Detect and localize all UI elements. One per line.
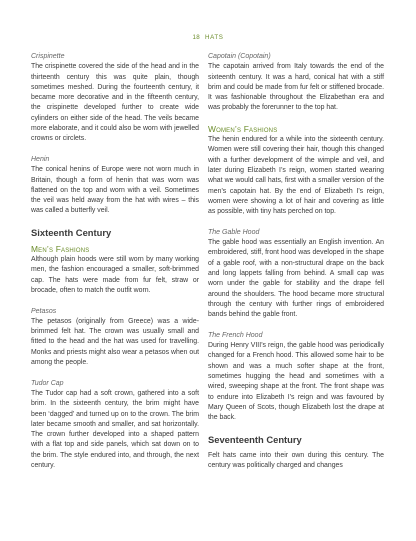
henin-title: Henin — [31, 155, 50, 163]
mens-fashions-heading: Men’s Fashions — [31, 244, 90, 255]
womens-fashions-heading: Women’s Fashions — [208, 124, 278, 135]
capotain-text: The capotain arrived from Italy towards the end of the sixteenth century. It was a hard, conical hat with a stiff brim and could be made from fur felt or stiffened brocade. It was fashionable throughout the Elizabethan era and was probably the forerunner to the top hat. — [208, 63, 384, 112]
running-title: HATS — [205, 34, 224, 41]
seventeenth-century-heading: Seventeenth Century — [208, 433, 302, 445]
right-column — [208, 52, 384, 471]
running-header — [0, 34, 416, 41]
french-hood-title: The French Hood — [208, 331, 263, 339]
capotain-title: Capotain (Copotain) — [208, 53, 271, 60]
sixteenth-century-heading: Sixteenth Century — [31, 227, 112, 239]
crispinette-title: Crispinette — [31, 53, 65, 60]
gable-hood-title: The Gable Hood — [208, 228, 260, 236]
petasos-title: Petasos — [31, 307, 57, 315]
womens-fashions-text: The henin endured for a while into the sixteenth century. Women were still covering their hair, though this changed with a further development of the wimple and veil, and later during Elizabeth I’s reign, women started wearing what we would call hats, first with a smaller version of the men’s capotain hat. By the end of Elizabeth I’s reign, women were showing a lot of hair and covering as little as possible, with tiny hats perched on top. — [208, 136, 384, 216]
mens-fashions-text: Although plain hoods were still worn by many working men, the fashion encouraged a smaller, soft-brimmed cap. The hats were made from fur felt, straw or brocade, often to match the outfit worn. — [31, 256, 199, 294]
left-column — [31, 52, 199, 471]
crispinette-text: The crispinette covered the side of the head and in the thirteenth century this was quite plain, though sometimes meshed. During the fourteenth century, it became more decorative and in the fifteenth century, the crispinette developed further to create wide cylinders on either side of the head. The veils became more elaborate, and it could also be worn with jewelled crowns or circlets. — [31, 63, 199, 143]
french-hood-text: During Henry VIII’s reign, the gable hood was periodically changed for a French hood. This allowed some hair to be shown and was a much softer shape at the front, sometimes hugging the head and sometimes with a wired, sweeping shape at the front. The front shape was to endure into Elizabeth I’s reign and was favoured by Mary Queen of Scots, though Elizabeth lost the drape at the back. — [208, 342, 384, 422]
gable-hood-text: The gable hood was essentially an English invention. An embroidered, stiff, front hood was developed in the shape of a gable roof, with a non-structural drape on the back and long lappets falling from behind. A small cap was worn under the gable for stability and the drape fell around the shoulders. The hood became more structural through the century with further rings of embroidered bands behind the gable front. — [208, 239, 384, 319]
seventeenth-century-text: Felt hats came into their own during this century. The century was politically charged and changes — [208, 451, 384, 469]
page-number: 18 — [192, 34, 200, 41]
tudor-cap-title: Tudor Cap — [31, 379, 64, 387]
tudor-cap-text: The Tudor cap had a soft crown, gathered into a soft brim. In the sixteenth century, the brim might have been ‘dagged’ and turned up on to the crown. The brim later became smooth and smaller, and sat horizontally. The crown further developed into a shaped pattern with a flat top and side panels, which sat down on to the brim. The style endured into, and through, the next century. — [31, 389, 199, 469]
henin-text: The conical henins of Europe were not worn much in Britain, though a form of henin that was worn was flattened on the top and worn with a veil. Sometimes the veil was held away from the hat with wires – this was called a butterfly veil. — [31, 166, 199, 215]
petasos-text: The petasos (originally from Greece) was a wide-brimmed felt hat. The crown was usually small and fitted to the head and the hat was used for travelling. Monks and priests might also wear a petasos when out among the people. — [31, 317, 199, 367]
